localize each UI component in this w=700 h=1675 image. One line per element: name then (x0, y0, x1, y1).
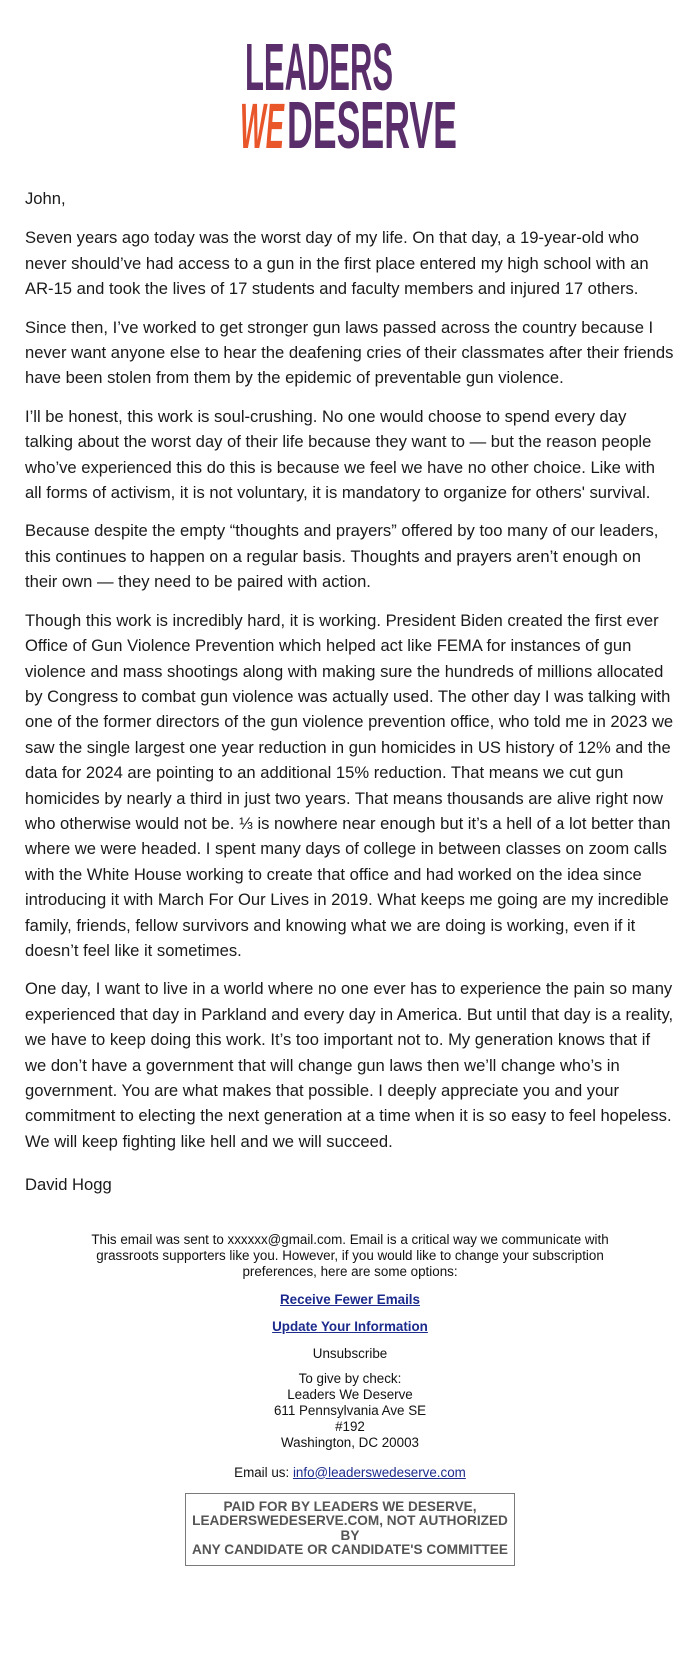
update-information-link[interactable]: Update Your Information (272, 1318, 428, 1334)
unsubscribe-link[interactable]: Unsubscribe (312, 1345, 388, 1361)
logo-deserve-text: DESERVE (287, 88, 457, 156)
disclaimer-line-3: ANY CANDIDATE OR CANDIDATE'S COMMITTEE (192, 1542, 508, 1558)
paragraph-6: One day, I want to live in a world where no one ever has to experience the pain so many experienced that day in Parkland and every day in America. But until that day is a reality, we have to keep doing this work. It’s too important not to. My generation knows that if we don’t have a government that will change gun laws then we’ll change who’s in government. You are what makes that possible. I deeply appreciate you and your commitment to electing the next generation at a time when it is so easy to feel hopeless. We will keep fighting like hell and we will succeed. (25, 979, 674, 1151)
leaders-we-deserve-logo (240, 30, 460, 156)
paragraph-5: Though this work is incredibly hard, it is working. President Biden created the first ever Office of Gun Violence Prevention which helped act like FEMA for instances of gun violence and mass shootings along with making sure the hundreds of millions allocated by Congress to combat gun violence was actually used. The other day I was talking with one of the former directors of the gun violence prevention office, who told me in 2023 we saw the single largest one year reduction in gun homicides in US history of 12% and the data for 2024 are pointing to an additional 15% reduction. That means we cut gun homicides by nearly a third in just two years. That means thousands are alive right now who otherwise would not be. ⅓ is nowhere near enough but it’s a hell of a lot better than where we were headed. I spent many days of college in between classes on zoom calls with the White House working to create that office and had worked on the idea since introducing it with March For Our Lives in 2019. What keeps me going are my incredible family, friends, fellow survivors and knowing what we are doing is working, even if it doesn’t feel like it sometimes. (25, 610, 674, 960)
disclaimer-line-2: LEADERSWEDESERVE.COM, NOT AUTHORIZED BY (192, 1513, 508, 1543)
address-org: Leaders We Deserve (287, 1386, 413, 1402)
receive-fewer-emails-link[interactable]: Receive Fewer Emails (280, 1291, 420, 1307)
contact-email-link[interactable]: info@leaderswedeserve.com (292, 1464, 466, 1480)
disclaimer-line-1: PAID FOR BY LEADERS WE DESERVE, (223, 1498, 477, 1514)
signature: David Hogg (25, 1175, 112, 1195)
address-city: Washington, DC 20003 (281, 1434, 419, 1450)
check-heading: To give by check: (298, 1370, 402, 1386)
paid-for-disclaimer (185, 1493, 515, 1566)
paragraph-2: Since then, I’ve worked to get stronger gun laws passed across the country because I never want anyone else to hear the deafening cries of their classmates after their friends have been stolen from them by the epidemic of preventable gun violence. (25, 317, 674, 388)
paragraph-4: Because despite the empty “thoughts and prayers” offered by too many of our leaders, this continues to happen on a regular basis. Thoughts and prayers aren’t enough on their own — they need to be paired with action. (25, 521, 659, 592)
address-unit: #192 (335, 1418, 365, 1434)
check-address-block (25, 1371, 675, 1451)
paragraph-1: Seven years ago today was the worst day of my life. On that day, a 19-year-old who never should’ve had access to a gun in the first place entered my high school with an AR-15 and took the lives of 17 students and faculty members and injured 17 others. (25, 228, 649, 299)
logo-leaders-text: LEADERS (245, 30, 393, 105)
paragraph-3: I’ll be honest, this work is soul-crushing. No one would choose to spend every day talking about the worst day of their life because they want to — but the reason people who’ve experienced this do this is because we feel we have no other choice. Like with all forms of activism, it is not voluntary, it is mandatory to organize for others' survival. (25, 406, 656, 503)
contact-email-line (25, 1465, 675, 1481)
logo-we-text: WE (240, 90, 285, 156)
email-label: Email us: (234, 1464, 290, 1480)
letter-body (25, 186, 675, 1198)
subscription-notice: This email was sent to xxxxxx@gmail.com. Email is a critical way we communicate with grassroots supporters like you. However, if you would like to change your subscription preferences, here are some options: (91, 1231, 609, 1279)
address-street: 611 Pennsylvania Ave SE (273, 1402, 427, 1418)
greeting: John, (25, 189, 66, 208)
email-footer (25, 1232, 675, 1566)
email-page (0, 30, 700, 1566)
